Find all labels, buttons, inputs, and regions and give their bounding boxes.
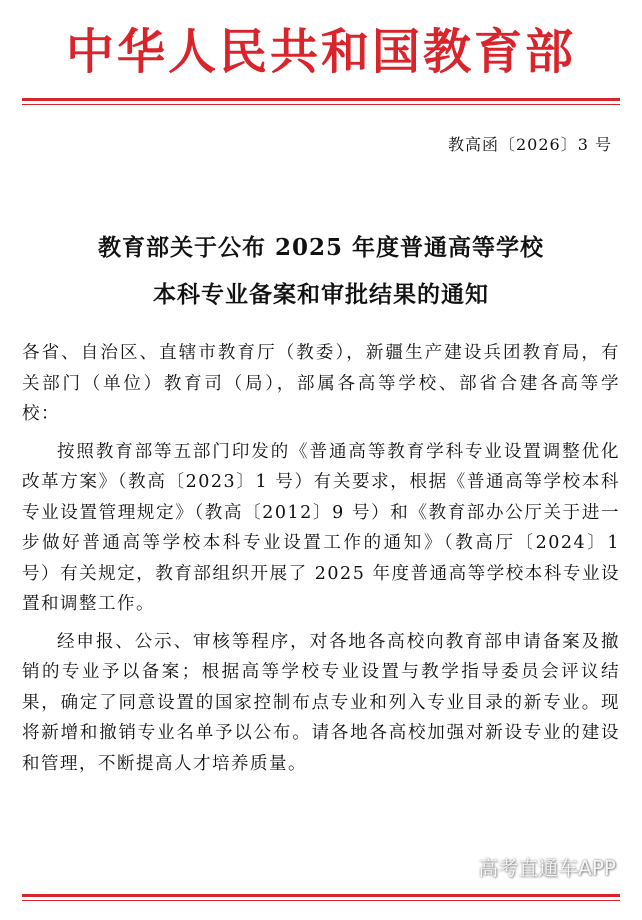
document-title-line-2: 本科专业备案和审批结果的通知 — [153, 281, 489, 308]
source-watermark: 高考直通车APP — [478, 856, 616, 880]
footer-rule-thick — [22, 894, 620, 897]
footer-rule-thin — [22, 900, 620, 901]
letterhead-title: 中华人民共和国教育部 — [65, 24, 576, 80]
body-paragraph-2: 经申报、公示、审核等程序，对各地各高校向教育部申请备案及撤销的专业予以备案；根据高等学校专业设置与教学指导委员会评议结果，确定了同意设置的国家控制布点专业和列入专业目录的新专业。现将新增和撤销专业名单予以公布。请各地各高校加强对新设专业的建设和管理，不断提高人才培养质量。 — [22, 631, 620, 774]
document-body — [22, 338, 620, 779]
letterhead-rule-thin — [22, 104, 620, 105]
body-paragraph-1: 按照教育部等五部门印发的《普通高等教育学科专业设置调整优化改革方案》（教高〔2023〕1 号）有关要求，根据《普通高等学校本科专业设置管理规定》（教高〔2012〕9 号）和《教育部办公厅关于进一步做好普通高等学校本科专业设置工作的通知》（教高厅〔2024〕1 号）有关规定，教育部组织开展了 2025 年度普通高等学校本科专业设置和调整工作。 — [22, 441, 620, 614]
document-title-line-1: 教育部关于公布 2025 年度普通高等学校 — [97, 234, 545, 261]
document-number: 教高函〔2026〕3 号 — [448, 135, 612, 154]
salutation: 各省、自治区、直辖市教育厅（教委），新疆生产建设兵团教育局，有关部门（单位）教育司（局），部属各高等学校、部省合建各高等学校： — [22, 343, 620, 424]
letterhead-rule-thick — [22, 98, 620, 101]
